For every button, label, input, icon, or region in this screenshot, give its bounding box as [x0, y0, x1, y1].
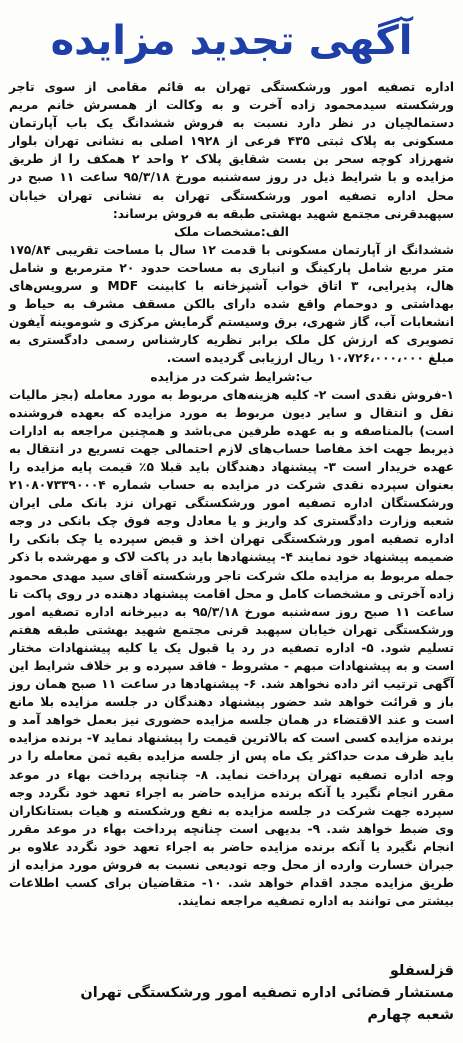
signatory-name: قزلسفلو: [389, 963, 454, 979]
section-a-paragraph: ششدانگ از آپارتمان مسکونی با قدمت ۱۲ سال با مساحت تقریبی ۱۷۵/۸۴ متر مربع شامل پارکینگ و انباری به مساحت حدود ۲۰ مترمربع و شامل هال، پذیرایی، ۳ اتاق خواب آشپزخانه با کابینت MDF و سرویس‌های بهداشتی و دوحمام واقع شده دارای بالکن مسقف مشرف به حیاط و انشعابات آب، گاز شهری، برق وسیستم گرمایش مرکزی و شوموینه آیفون تصویری که ارزش کل ملک برابر نظریه کارشناس رسمی دادگستری به مبلغ ۱۰،۷۲۶،۰۰۰،۰۰۰ ریال ارزیابی گردیده است.: [9, 242, 454, 366]
signatory-title: مستشار قضائی اداره تصفیه امور ورشکستگی تهران: [80, 985, 454, 1001]
notice-body: [9, 78, 454, 933]
signature-block: [9, 960, 454, 1026]
signatory-branch: شعبه چهارم: [367, 1007, 454, 1023]
header: [0, 8, 463, 74]
intro-paragraph: اداره تصفیه امور ورشکستگی تهران به قائم مقامی از سوی تاجر ورشکسته سیدمحمود زاده آخرت و به وکالت از همسرش خانم مریم دستمالچیان در نظر دارد نسبت به فروش ششدانگ یک باب آپارتمان مسکونی به پلاک ثبتی ۴۳۵ فرعی از ۱۹۲۸ اصلی به نشانی تهران بلوار شهرزاد کوچه سحر بن بست شقایق پلاک ۲ واحد ۲ همکف را از طریق مزایده و با شرایط ذیل در روز سه‌شنبه مورخ ۹۵/۳/۱۸ ساعت ۱۱ صبح در محل اداره تصفیه امور ورشکستگی تهران به نشانی تهران خیابان سپهبدقرنی مجتمع شهید بهشتی طبقه به فروش برساند:: [9, 80, 454, 221]
page-title: آگهی تجدید مزایده: [50, 18, 413, 64]
section-a-heading: الف:مشخصات ملک: [174, 224, 289, 239]
section-b-paragraph: ۱-فروش نقدی است ۲- کلیه هزینه‌های مربوط به مورد معامله (بجز مالیات نقل و انتقال و سایر دیون مربوط به مورد مزایده که بعهده فروشنده است) بالمناصفه و به عهده طرفین می‌باشد و همچنین مراجعه به ادارات ذیربط جهت اخذ مفاصا حساب‌های لازم احتمالی جهت تسریع در انتقال به عهده خریدار است ۳- پیشنهاد دهندگان باید قبلا ۵٪ قیمت پایه مزایده را بعنوان سپرده نقدی شرکت در مزایده به حساب شماره ۲۱۰۸۰۷۳۳۹۰۰۰۴ ورشکستگان اداره تصفیه امور ورشکستگی تهران نزد بانک ملی ایران شعبه وزارت دادگستری کد واریز و یا معادل وجه فوق چک بانکی در وجه اداره تصفیه امور ورشکستگی تهران اخذ و قبض سپرده یا چک بانکی را ضمیمه پیشنهاد خود نمایند ۴- پیشنهادها باید در پاکت لاک و مهرشده با ذکر جمله مربوط به مزایده ملک شرکت تاجر ورشکسته آقای سید مهدی محمود زاده آخرتی و مشخصات کامل و محل اقامت پیشنهاد دهنده در روی پاکت تا ساعت ۱۱ صبح روز سه‌شنبه مورخ ۹۵/۳/۱۸ به دبیرخانه اداره تصفیه امور ورشکستگی تهران خیابان سپهبد قرنی مجتمع شهید بهشتی طبقه هفتم تسلیم شود. ۵- اداره تصفیه در رد یا قبول یک یا کلیه پیشنهادات مختار است و به پیشنهادات مبهم - مشروط - فاقد سپرده و بر خلاف شرایط این آگهی ترتیب اثر داده نخواهد شد. ۶- پیشنهادها در ساعت ۱۱ صبح همان روز باز و قرائت خواهد شد حضور پیشنهاد دهندگان در جلسه مزایده بلا مانع است و عند الاقتضاء در همان جلسه مزایده حضوری نیز بعمل خواهد آمد و برنده مزایده کسی است که بالاترین قیمت را پیشنهاد نماید ۷- برنده مزایده باید ظرف مدت حداکثر یک ماه پس از جلسه مزایده بقیه ثمن معامله را در وجه اداره تصفیه تهران پرداخت نماید. ۸- چنانچه پرداخت بهاء در موعد مقرر انجام نگیرد یا آنکه برنده مزایده حاضر به اجراء تعهد خود نگردد وجه سپرده جهت شرکت در جلسه مزایده به نفع ورشکسته و هیات بستانکاران وی ضبط خواهد شد. ۹- بدیهی است چنانچه پرداخت بهاء در موعد مقرر انجام نگیرد یا آنکه برنده مزایده حاضر به اجراء تعهد خود نگردد علاوه بر جبران خسارت وارده از محل وجه تودیعی نسبت به فروش مورد مزایده از طریق مزایده مجدد اقدام خواهد شد. ۱۰- متقاضیان برای کسب اطلاعات بیشتر می توانند به اداره تصفیه مراجعه نمایند.: [9, 387, 455, 909]
section-b-heading: ب:شرایط شرکت در مزایده: [150, 369, 313, 384]
